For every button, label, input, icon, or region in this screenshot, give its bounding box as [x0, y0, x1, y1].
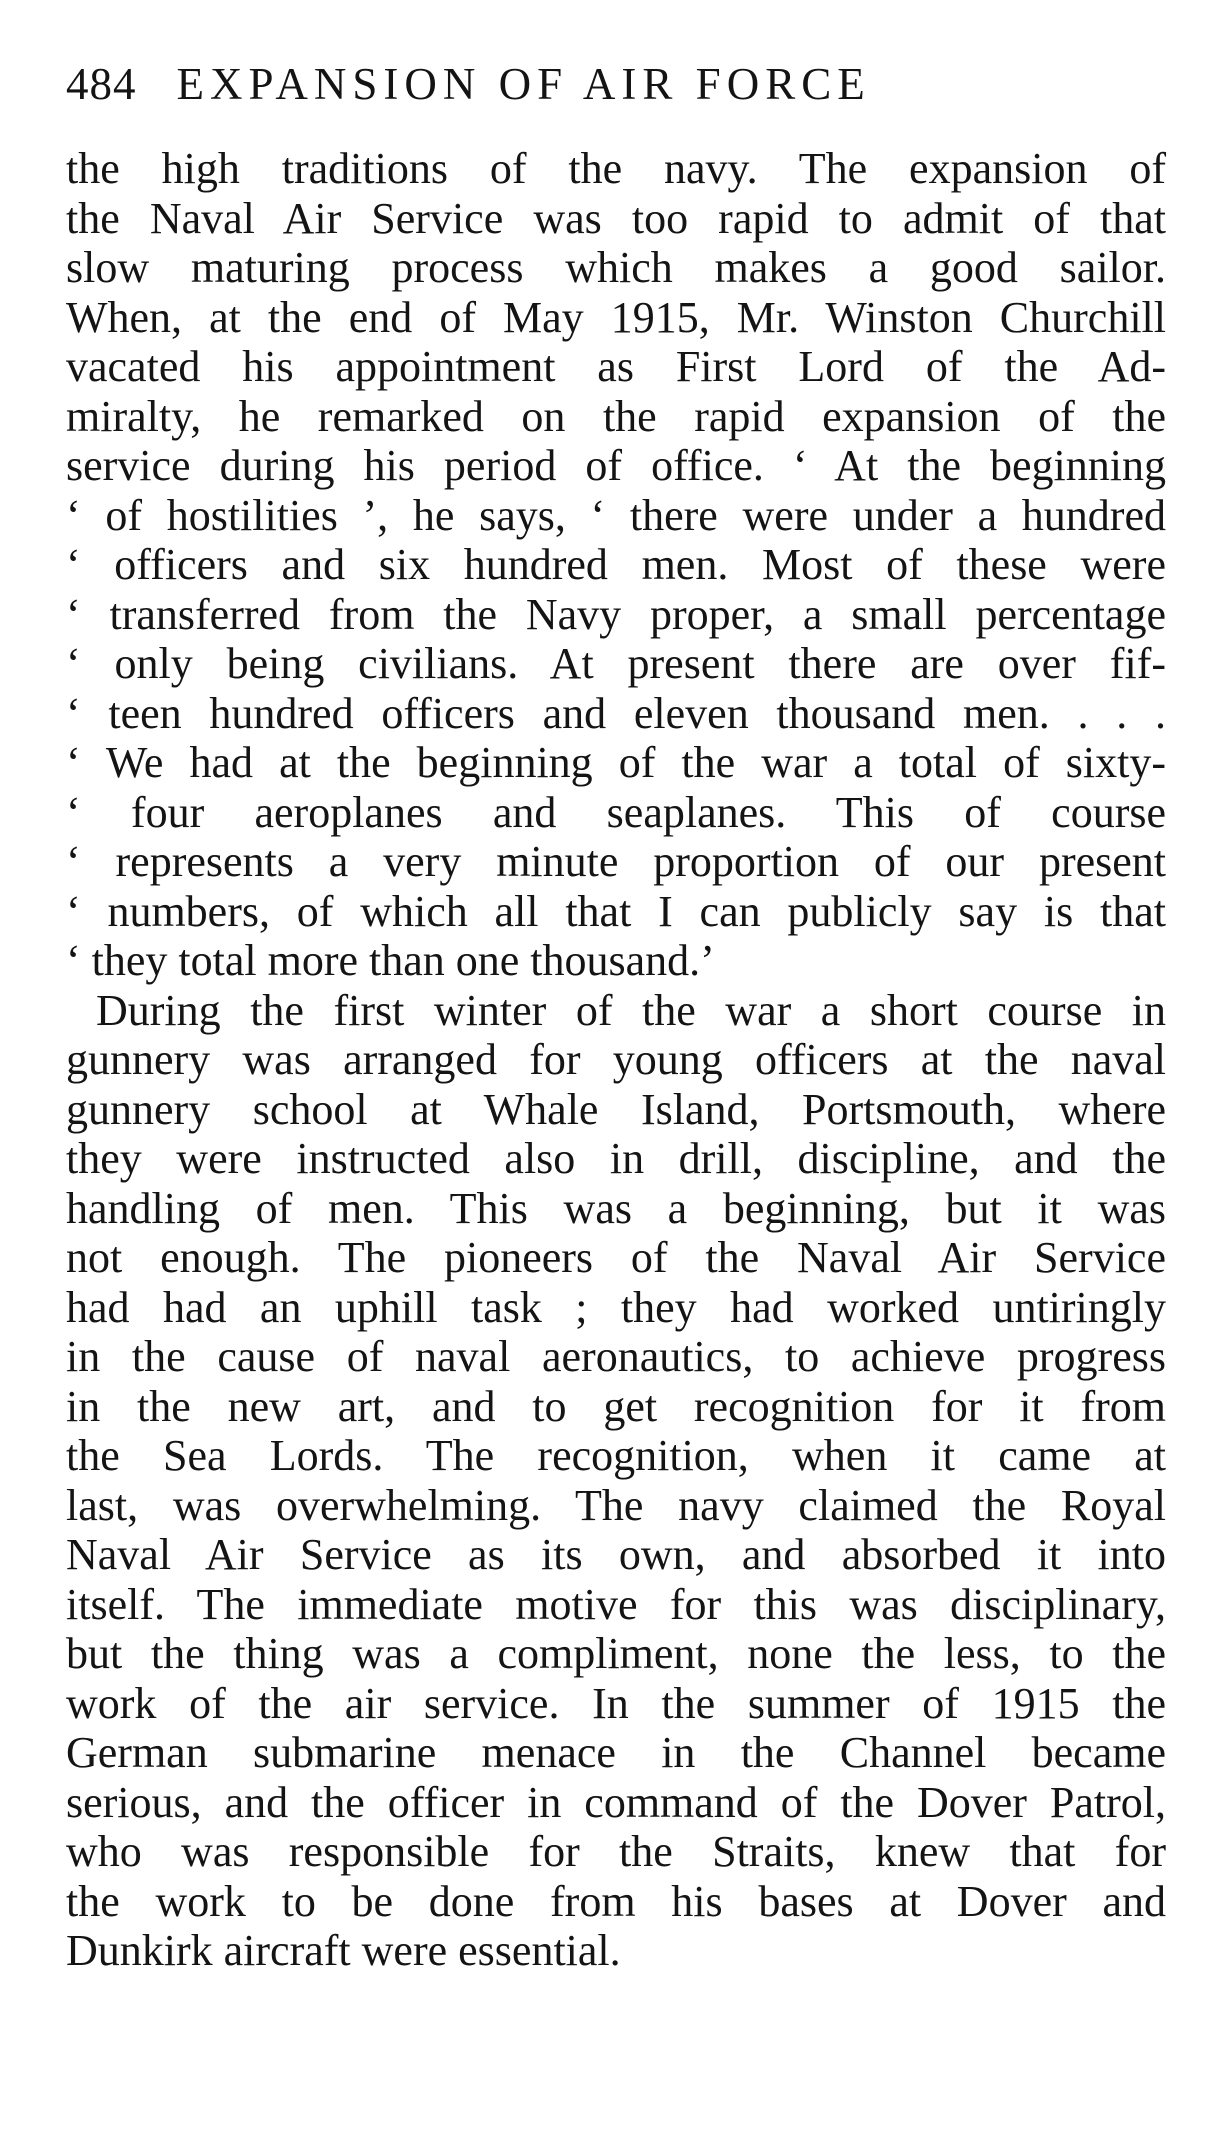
text-line: but the thing was a compliment, none the less, to the	[66, 1629, 1166, 1678]
paragraph	[66, 144, 1166, 986]
text-line: During the first winter of the war a short course in	[96, 985, 1166, 1035]
page-number: 484	[66, 59, 137, 109]
text-line: ‘ only being civilians. At present there are over fif-	[66, 639, 1166, 688]
text-line: the Sea Lords. The recognition, when it came at	[66, 1431, 1166, 1480]
text-line: miralty, he remarked on the rapid expansion of the	[66, 391, 1166, 441]
text-line: the Naval Air Service was too rapid to admit of that	[66, 193, 1166, 243]
text-line: German submarine menace in the Channel became	[66, 1728, 1166, 1777]
text-line: ‘ teen hundred officers and eleven thousand men. . . .	[66, 688, 1166, 738]
text-line: itself. The immediate motive for this was disciplinary,	[66, 1579, 1166, 1629]
text-line: serious, and the officer in command of the Dover Patrol,	[66, 1777, 1166, 1827]
paragraph	[66, 986, 1166, 1976]
book-page	[66, 58, 1166, 1976]
text-line: slow maturing process which makes a good sailor.	[66, 243, 1166, 292]
text-line: service during his period of office. ‘ At the beginning	[66, 441, 1166, 490]
text-line: vacated his appointment as First Lord of the Ad-	[66, 342, 1166, 391]
text-line: in the new art, and to get recognition for it from	[66, 1381, 1166, 1431]
text-line: Dunkirk aircraft were essential.	[66, 1926, 621, 1975]
text-line: the high traditions of the navy. The expansion of	[66, 144, 1166, 193]
text-line: had had an uphill task ; they had worked untiringly	[66, 1282, 1166, 1332]
text-line: last, was overwhelming. The navy claimed the Royal	[66, 1480, 1166, 1530]
running-head	[66, 58, 1166, 128]
text-line: ‘ they total more than one thousand.’	[66, 936, 715, 985]
text-line: gunnery school at Whale Island, Portsmouth, where	[66, 1084, 1166, 1134]
text-line: ‘ numbers, of which all that I can publicly say is that	[66, 886, 1166, 936]
text-line: work of the air service. In the summer of 1915 the	[66, 1678, 1166, 1728]
body-text	[66, 144, 1166, 1976]
text-line: in the cause of naval aeronautics, to achieve progress	[66, 1332, 1166, 1381]
text-line: Naval Air Service as its own, and absorbed it into	[66, 1530, 1166, 1579]
text-line: ‘ of hostilities ’, he says, ‘ there were under a hundred	[66, 490, 1166, 540]
text-line: ‘ We had at the beginning of the war a total of sixty-	[66, 738, 1166, 787]
text-line: handling of men. This was a beginning, but it was	[66, 1183, 1166, 1233]
text-line: When, at the end of May 1915, Mr. Winston Churchill	[66, 292, 1166, 342]
text-line: ‘ four aeroplanes and seaplanes. This of course	[66, 787, 1166, 837]
text-line: ‘ transferred from the Navy proper, a small percentage	[66, 589, 1166, 639]
text-line: ‘ officers and six hundred men. Most of these were	[66, 540, 1166, 589]
text-line: not enough. The pioneers of the Naval Air Service	[66, 1233, 1166, 1282]
text-line: who was responsible for the Straits, knew that for	[66, 1827, 1166, 1876]
text-line: gunnery was arranged for young officers at the naval	[66, 1035, 1166, 1084]
running-title: EXPANSION OF AIR FORCE	[176, 59, 871, 109]
text-line: they were instructed also in drill, discipline, and the	[66, 1134, 1166, 1183]
text-line: ‘ represents a very minute proportion of our present	[66, 837, 1166, 886]
text-line: the work to be done from his bases at Dover and	[66, 1876, 1166, 1926]
